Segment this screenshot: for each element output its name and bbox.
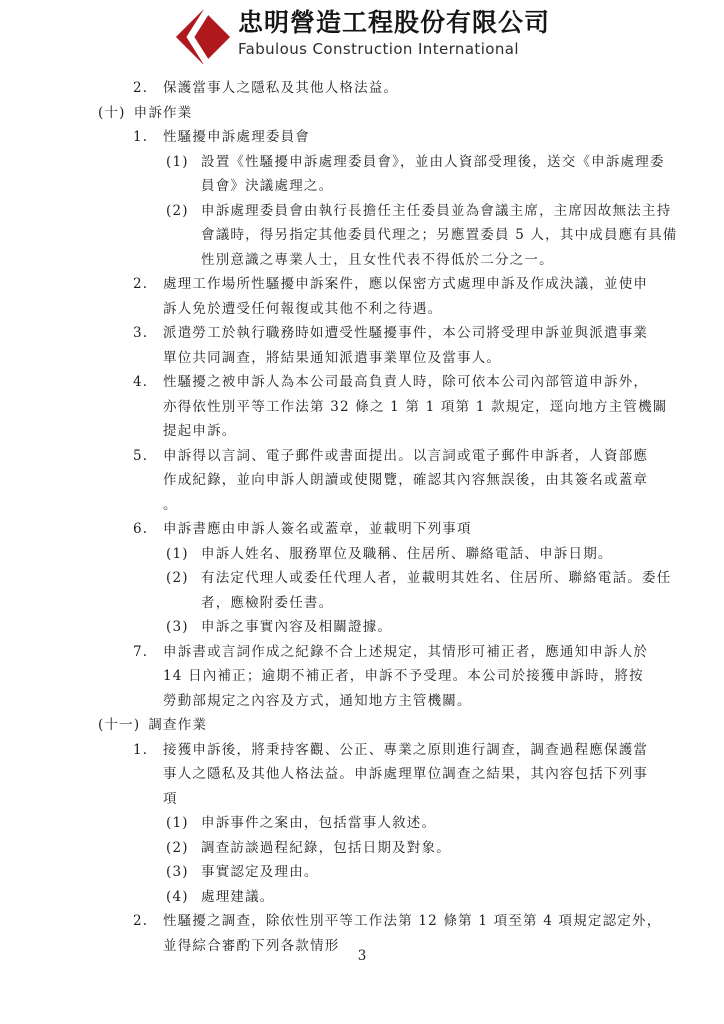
company-logo-icon	[174, 8, 232, 66]
document-line	[0, 640, 649, 665]
document-line	[0, 321, 649, 346]
document-line	[0, 615, 627, 640]
document-line	[0, 566, 672, 591]
line-text: 員會》決議處理之。	[201, 178, 334, 194]
line-text: 申訴作業	[133, 104, 193, 121]
document-line	[0, 689, 627, 714]
document-line	[0, 591, 627, 616]
line-text: 性別意識之專業人士，且女性代表不得低於二分之一。	[201, 251, 554, 268]
line-text: 設置《性騷擾申訴處理委員會》，並由人資部受理後，送交《申訴處理委	[201, 153, 665, 170]
company-name-block	[238, 8, 550, 58]
line-text: 處理工作場所性騷擾申訴案件，應以保密方式處理申訴及作成決議，並使申	[163, 276, 649, 292]
list-marker: 1.	[133, 129, 149, 145]
document-body	[0, 76, 678, 958]
page-footer	[0, 948, 724, 964]
company-header	[0, 8, 724, 66]
company-name-zh: 忠明營造工程股份有限公司	[237, 8, 550, 37]
list-marker: (1)	[166, 153, 189, 170]
document-line	[0, 713, 627, 738]
document-line	[0, 493, 627, 518]
document-line	[0, 223, 678, 248]
company-name-en: Fabulous Construction International	[237, 40, 519, 58]
document-line	[0, 76, 627, 101]
line-text: 申訴之事實內容及相關證據。	[201, 619, 393, 635]
line-text: 申訴書應由申訴人簽名或蓋章，並載明下列事項	[163, 521, 472, 537]
line-text: 單位共同調查，將結果通知派遣事業單位及當事人。	[163, 349, 502, 366]
line-text: 申訴處理委員會由執行長擔任主任委員並為會議主席，主席因故無法主持	[201, 202, 672, 219]
line-text: 申訴事件之案由，包括當事人敘述。	[201, 815, 437, 831]
list-marker: 4.	[133, 374, 149, 390]
list-marker: (3)	[166, 864, 189, 880]
line-text: 性騷擾申訴處理委員會	[163, 129, 310, 145]
line-text: 勞動部規定之內容及方式，通知地方主管機關。	[163, 692, 472, 709]
document-line	[0, 101, 627, 126]
line-text: 項	[163, 790, 178, 807]
list-marker: (3)	[166, 619, 189, 635]
document-line	[0, 664, 644, 689]
line-text: 申訴得以言詞、電子郵件或書面提出。以言詞或電子郵件申訴者，人資部應	[163, 447, 649, 464]
list-marker: 5.	[133, 447, 149, 464]
document-line	[0, 199, 672, 224]
line-text: 者，應檢附委任書。	[201, 594, 334, 611]
page-number: 3	[357, 948, 367, 964]
document-line	[0, 248, 627, 273]
line-text: 提起申訴。	[163, 423, 237, 439]
document-line	[0, 836, 627, 861]
document-line	[0, 909, 662, 934]
list-marker: (1)	[166, 545, 189, 562]
document-line	[0, 346, 627, 371]
line-text: 性騷擾之被申訴人為本公司最高負責人時，除可依本公司內部管道申訴外，	[163, 374, 649, 390]
line-text: 。	[163, 496, 178, 513]
document-line	[0, 860, 627, 885]
line-text: 派遣勞工於執行職務時如遭受性騷擾事件，本公司將受理申訴並與派遣事業	[163, 325, 649, 341]
list-marker: 2.	[133, 80, 149, 96]
document-line	[0, 517, 627, 542]
document-line	[0, 419, 627, 444]
document-line	[0, 174, 627, 199]
line-text: 並得綜合審酌下列各款情形	[163, 937, 340, 954]
document-line	[0, 272, 649, 297]
document-line	[0, 738, 649, 763]
list-marker: 2.	[133, 913, 149, 929]
document-line	[0, 762, 649, 787]
line-text: 調查訪談過程紀錄，包括日期及對象。	[201, 839, 451, 856]
list-marker: (2)	[166, 570, 189, 586]
line-text: 性騷擾之調查，除依性別平等工作法第 12 條第 1 項至第 4 項規定認定外，	[163, 913, 662, 929]
line-text: 事人之隱私及其他人格法益。申訴處理單位調查之結果，其內容包括下列事	[163, 766, 649, 782]
list-marker: (十)	[98, 104, 126, 121]
document-line	[0, 150, 665, 175]
list-marker: 3.	[133, 325, 149, 341]
document-line	[0, 444, 649, 469]
list-marker: (4)	[166, 888, 189, 905]
line-text: 申訴人姓名、服務單位及職稱、住居所、聯絡電話、申訴日期。	[201, 545, 613, 562]
document-line	[0, 395, 668, 420]
line-text: 接獲申訴後，將秉持客觀、公正、專業之原則進行調查，調查過程應保護當	[163, 741, 649, 758]
line-text: 調查作業	[148, 717, 208, 733]
document-line	[0, 297, 627, 322]
list-marker: 7.	[133, 643, 149, 660]
list-marker: (十一)	[98, 717, 141, 733]
line-text: 訴人免於遭受任何報復或其他不利之待遇。	[163, 300, 443, 317]
list-marker: 6.	[133, 521, 149, 537]
list-marker: (2)	[166, 839, 189, 856]
document-line	[0, 811, 627, 836]
line-text: 保護當事人之隱私及其他人格法益。	[163, 80, 399, 96]
line-text: 會議時，得另指定其他委員代理之；另應置委員 5 人，其中成員應有具備	[201, 227, 678, 243]
list-marker: (2)	[166, 202, 189, 219]
list-marker: 2.	[133, 276, 149, 292]
document-line	[0, 468, 649, 493]
list-marker: 1.	[133, 741, 149, 758]
document-line	[0, 125, 627, 150]
line-text: 14 日內補正；逾期不補正者，申訴不予受理。本公司於接獲申訴時，將按	[163, 668, 644, 684]
line-text: 亦得依性別平等工作法第 32 條之 1 第 1 項第 1 款規定，逕向地方主管機關	[163, 398, 668, 415]
document-line	[0, 787, 627, 812]
document-line	[0, 542, 627, 567]
line-text: 事實認定及理由。	[201, 864, 319, 880]
line-text: 有法定代理人或委任代理人者，並載明其姓名、住居所、聯絡電話。委任	[201, 570, 672, 586]
list-marker: (1)	[166, 815, 189, 831]
line-text: 處理建議。	[201, 888, 275, 905]
line-text: 作成紀錄，並向申訴人朗讀或使閱覽，確認其內容無誤後，由其簽名或蓋章	[163, 472, 649, 488]
document-line	[0, 370, 649, 395]
line-text: 申訴書或言詞作成之紀錄不合上述規定，其情形可補正者，應通知申訴人於	[163, 643, 649, 660]
document-line	[0, 885, 627, 910]
